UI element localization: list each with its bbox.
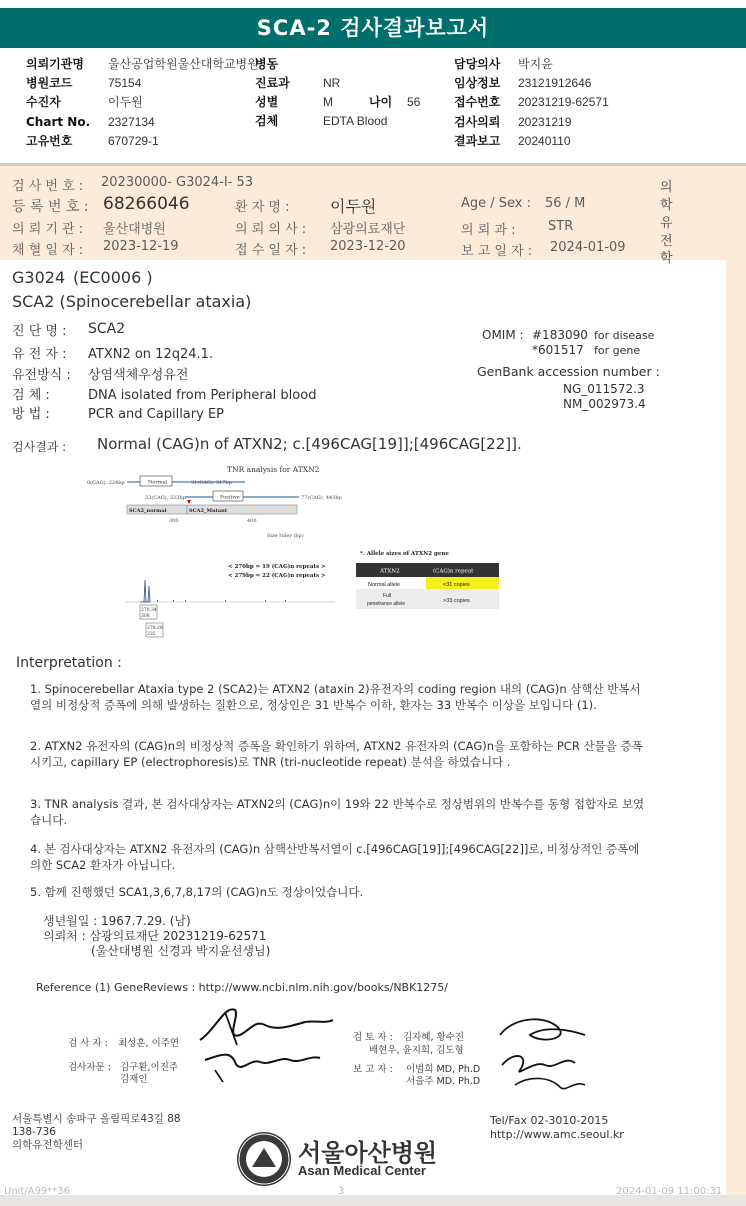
peak-2-size: 279.28 <box>147 626 163 631</box>
header-row-doctor: 담당의사 박지윤 <box>454 57 553 71</box>
allele-row-1-label: Normal allele <box>368 582 401 588</box>
signature-marks-right <box>490 1005 600 1100</box>
header-row-receipt-no: 접수번호 20231219-62571 <box>454 95 609 109</box>
allele-table-header-2: (CAG)n repeat <box>433 568 474 575</box>
ruler-label: Size ruler (bp) <box>267 533 304 539</box>
header-row-sex: 성별 M 나이 56 <box>255 95 421 109</box>
hospital-name-en: Asan Medical Center <box>298 1163 426 1178</box>
peak-1-height: 308 <box>141 614 150 619</box>
birth-date: 생년월일 : 1967.7.29. (남) <box>43 914 191 928</box>
header-row-department: 진료과 NR <box>255 76 341 90</box>
test-code: G3024 <box>12 268 66 287</box>
allele-row-2-value: >33 copies <box>443 598 470 604</box>
allele-row-1-value: <31 copies <box>443 582 470 588</box>
tel-fax: Tel/Fax 02-3010-2015 <box>490 1114 609 1127</box>
referral-line: 의뢰처 : 삼광의료재단 20231219-62571 <box>43 929 267 943</box>
interpretation-item-3: 3. TNR analysis 결과, 본 검사대상자는 ATXN2의 (CAG)n이 19와 22 반복수로 정상범위의 반복수를 동형 접합자로 보였습니다. <box>30 797 645 827</box>
document-title: SCA-2 검사결과보고서 <box>0 8 746 48</box>
result-label: 검사결과 : <box>12 440 67 454</box>
tick-300: 300 <box>169 518 179 524</box>
header-row-request-date: 검사의뢰 20231219 <box>454 115 572 129</box>
repeat-label-2: < 279bp = 22 (CAG)n repeats > <box>228 573 326 579</box>
registration-number: 68266046 <box>103 194 190 214</box>
scan-patient-name: 이두원 <box>330 197 377 216</box>
hospital-name-ko: 서울아산병원 <box>298 1139 438 1167</box>
header-row-report-date: 결과보고 20240110 <box>454 134 571 148</box>
result-value: Normal (CAG)n of ATXN2; c.[496CAG[19]];[496CAG[22]]. <box>97 435 522 453</box>
test-name: SCA2 (Spinocerebellar ataxia) <box>12 292 252 311</box>
positive-box-label: Positive <box>220 494 240 501</box>
allele-row-2-label-a: Full <box>383 593 392 599</box>
marker-triangle <box>187 500 191 504</box>
test-ec-code: (EC0006 ) <box>73 268 153 287</box>
header-row-hospital-code: 병원코드 75154 <box>26 76 142 90</box>
positive-right-label: 77(CAG), 443bp <box>301 495 342 501</box>
referral-line-2: (울산대병원 신경과 박지윤선생님) <box>91 944 271 958</box>
header-row-clinical-info: 임상정보 23121912646 <box>454 76 592 90</box>
figure-title: TNR analysis for ATXN2 <box>227 465 320 474</box>
tick-400: 400 <box>247 518 257 524</box>
interpretation-item-4: 4. 본 검사대상자는 ATXN2 유전자의 (CAG)n 삼핵산반복서열이 c.[496CAG[19]];[496CAG[22]]로, 비정상적인 증폭에 의한 SCA2 환자가 아닙니다. <box>30 842 640 872</box>
logo-emblem-icon <box>237 1132 291 1186</box>
allele-table-header <box>356 563 499 577</box>
normal-left-label: 0(CAG), 224bp <box>87 480 125 486</box>
interpretation-item-1: 1. Spinocerebellar Ataxia type 2 (SCA2)는 ATXN2 (ataxin 2)유전자의 coding region 내의 (CAG)n 삼핵산 반복서열의 비정상적 증폭에 의해 발생하는 질환으로, 정상인은 31 반복수 이하, 환자는 33 반복수 이상을 보입니다 (1). <box>30 682 641 712</box>
allele-table-title: *. Allele sizes of ATXN2 gene <box>360 551 449 557</box>
reference: Reference (1) GeneReviews : http://www.ncbi.nlm.nih.gov/books/NBK1275/ <box>36 981 449 994</box>
interpretation-title: Interpretation : <box>16 655 122 671</box>
interpretation-item-5: 5. 함께 진행했던 SCA1,3,6,7,8,17의 (CAG)n도 정상이었습니다. <box>30 885 364 899</box>
allele-table-header-1: ATXN2 <box>380 568 400 575</box>
repeat-label-1: < 270bp = 19 (CAG)n repeats > <box>228 564 326 570</box>
allele-row-2-label-b: penetrance allele <box>367 601 406 607</box>
asan-foundation-logo <box>237 1132 291 1186</box>
normal-box-label: Normal <box>148 479 168 486</box>
peak-trace <box>140 580 150 602</box>
unit-code: Unit/A99**36 <box>4 1186 71 1197</box>
page-number: 3 <box>338 1186 345 1197</box>
address-line-3: 의학유전학센터 <box>12 1139 84 1151</box>
diagnosis-value: SCA2 <box>88 321 126 337</box>
signature-marks-left <box>195 1000 345 1090</box>
mutant-bar-label: SCA2_Mutant <box>189 508 228 514</box>
header-row-ward: 병동 <box>255 57 279 71</box>
peak-2-height: 235 <box>147 632 156 637</box>
peak-1-size: 270.34 <box>141 608 157 613</box>
header-row-patient: 수진자 이두원 <box>26 95 143 109</box>
header-row-institution: 의뢰기관명 울산공업학원울산대학교병원 <box>26 57 259 71</box>
positive-left-label: 33(CAG), 323bp <box>145 495 186 501</box>
header-row-specimen: 검체 EDTA Blood <box>255 114 388 128</box>
interpretation-item-2: 2. ATXN2 유전자의 (CAG)n의 비정상적 증폭을 확인하기 위하여, ATXN2 유전자의 (CAG)n을 포함하는 PCR 산물을 증폭시키고, capillary EP (electrophoresis)로 TNR (tri-nucleotide repeat) 분석을 하였습니다 . <box>30 739 643 769</box>
header-row-chart-no: Chart No. 2327134 <box>26 115 155 129</box>
website-url: http://www.amc.seoul.kr <box>490 1128 624 1141</box>
address-line-2: 138-736 <box>12 1126 56 1138</box>
normal-right-label: 31(CAG), 317bp <box>191 480 232 486</box>
print-timestamp: 2024-01-09 11:00:31 <box>616 1186 723 1197</box>
header-row-unique-id: 고유번호 670729-1 <box>26 134 159 148</box>
normal-bar-label: SCA2_normal <box>129 508 167 514</box>
tnr-analysis-figure <box>85 462 505 642</box>
address-line-1: 서울특별시 송파구 올림픽로43길 88 <box>12 1113 181 1125</box>
